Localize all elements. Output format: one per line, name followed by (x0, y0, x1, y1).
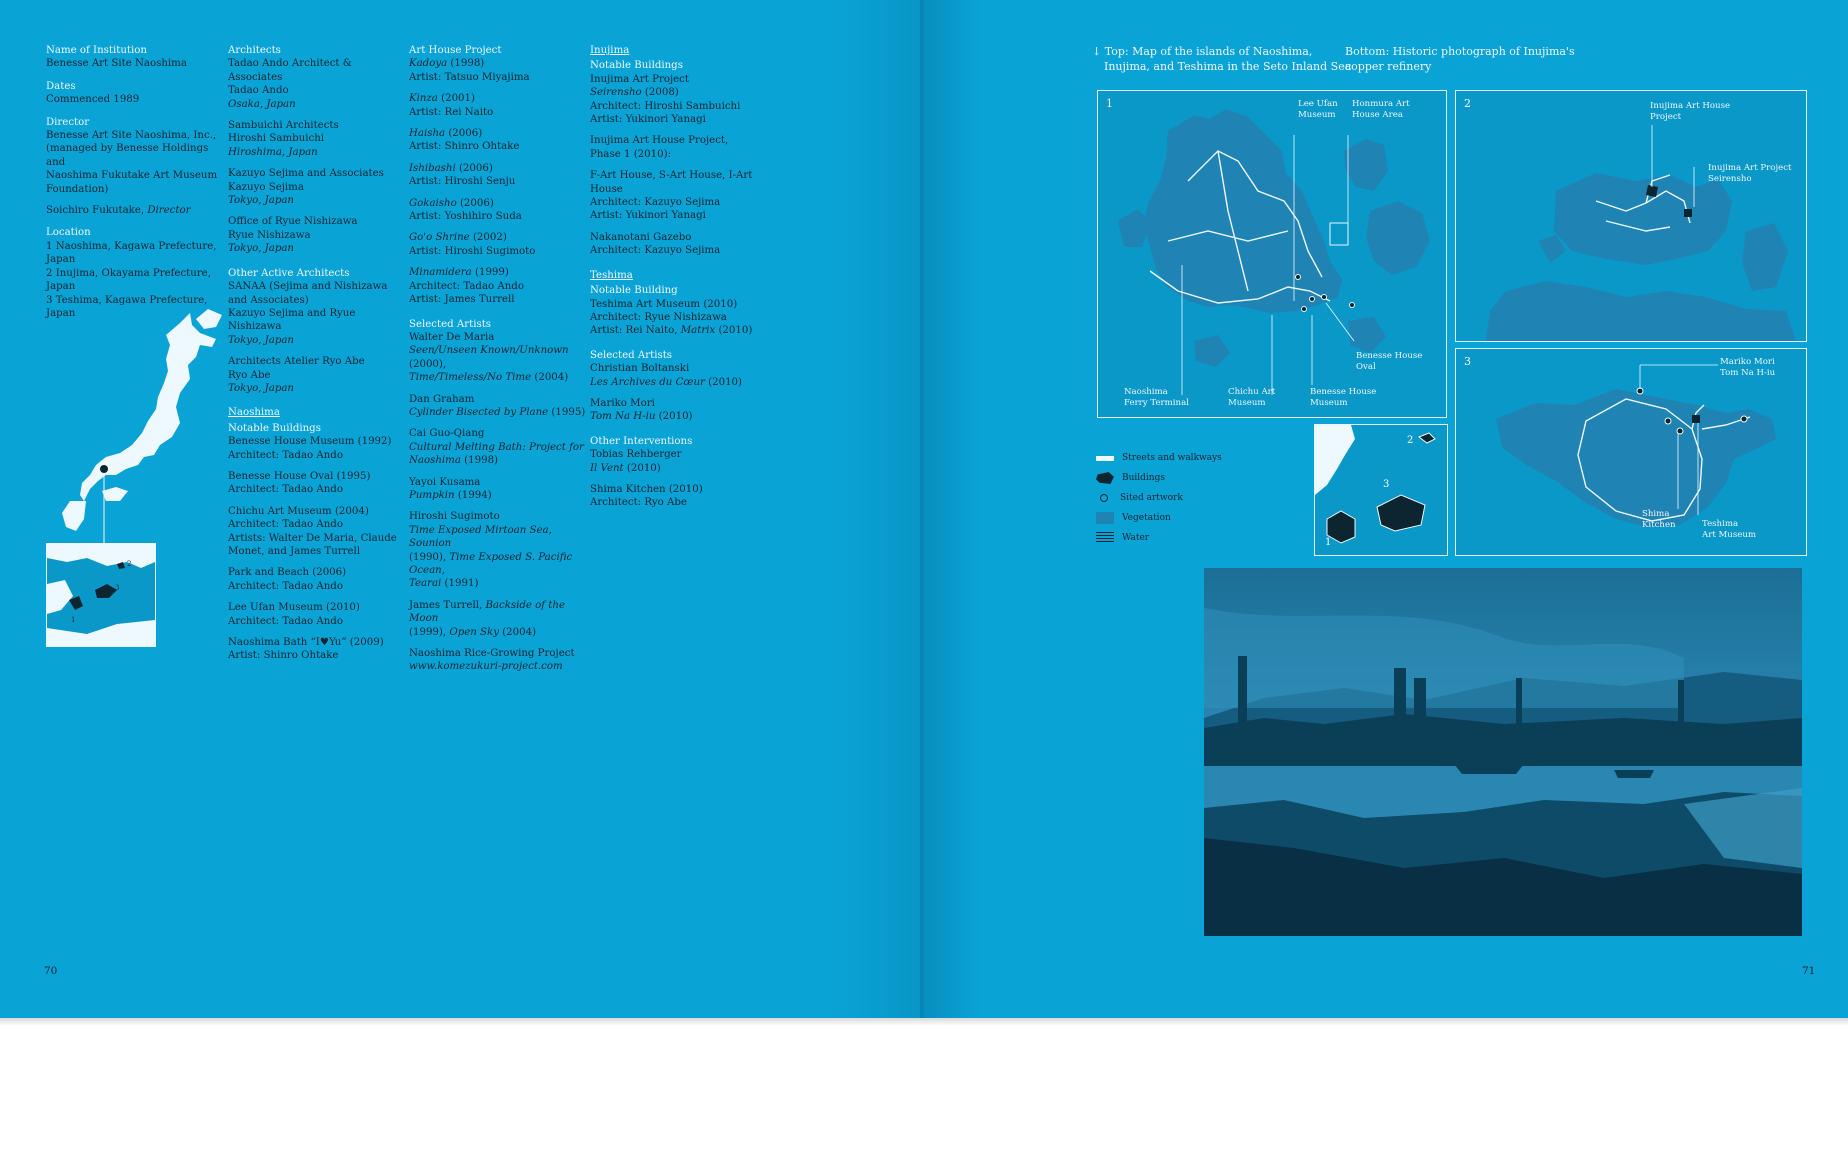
building-artists: Artists: Walter De Maria, Claude (228, 532, 397, 544)
architect-city: Tokyo, Japan (228, 334, 294, 346)
legend-row (1096, 508, 1222, 528)
building-architect: Architect: Tadao Ando (228, 484, 343, 496)
label-honmura (1352, 99, 1410, 120)
building-artist: Artist: Yukinori Yanagi (590, 114, 706, 126)
water-swatch (1096, 532, 1114, 544)
label-benesse-oval (1356, 351, 1422, 372)
building-architect: Architect: Kazuyo Sejima (590, 245, 721, 257)
house-artist: Artist: Shinro Ohtake (409, 141, 520, 153)
dates-value: Commenced 1989 (46, 94, 140, 106)
inset-map (47, 544, 155, 646)
architect-firm: and Associates) (228, 294, 309, 306)
architect-city: Osaka, Japan (228, 98, 296, 110)
map-number: 3 (1464, 355, 1471, 368)
caption-top-line: ↓ Top: Map of the islands of Naoshima, (1092, 45, 1313, 58)
artist-work (409, 577, 587, 590)
house-artist: Artist: Rei Naito (409, 106, 494, 118)
house-title: Kinza (409, 93, 438, 105)
honmura-area-box (1330, 223, 1348, 245)
building: Naoshima Bath “I♥Yu” (2009) (228, 637, 384, 649)
sited-artwork-marker (1665, 418, 1671, 424)
building: Inujima Art House Project, (590, 135, 729, 147)
label-line: Seirensho (1708, 173, 1752, 184)
inujima-island (1554, 173, 1732, 265)
architect-name: Ryo Abe (228, 369, 271, 381)
overview-label-3: 3 (1383, 479, 1390, 490)
label-line: Museum (1228, 397, 1266, 408)
label-line: Inujima Art Project (1708, 163, 1792, 173)
label-teshima-art-museum (1702, 519, 1756, 540)
building-architect: Architect: Tadao Ando (228, 615, 343, 627)
project-name: Naoshima Rice-Growing Project (409, 648, 575, 660)
label-mariko-mori (1720, 357, 1775, 378)
house-title: Gokaisho (409, 197, 457, 209)
artist-work (590, 376, 780, 389)
architect-name: Kazuyo Sejima (228, 181, 304, 193)
label-institution: Name of Institution (46, 45, 147, 56)
architect-city: Tokyo, Japan (228, 243, 294, 255)
house-year: (2006) (445, 128, 483, 140)
islet (1118, 209, 1150, 247)
architect-name: Hiroshi Sambuichi (228, 133, 325, 145)
building: Nakanotani Gazebo (590, 231, 692, 243)
work-title: Tearai (409, 578, 442, 590)
label-line: Mariko Mori (1720, 357, 1775, 367)
label-benesse-museum (1310, 387, 1376, 408)
house-year: (2006) (455, 162, 493, 174)
house-entry (409, 92, 587, 105)
architect-firm: Tadao Ando Architect & Associates (228, 58, 352, 83)
artist-name: Yayoi Kusama (409, 476, 481, 488)
sited-artwork-swatch (1100, 494, 1108, 502)
architect-firm: Office of Ryue Nishizawa (228, 216, 358, 228)
house-entry (409, 197, 587, 210)
work-title: Naoshima (409, 455, 461, 467)
label-shima-kitchen (1642, 509, 1676, 530)
label-lee-ufan (1298, 99, 1338, 120)
map-number: 2 (1464, 97, 1471, 110)
inset-shore (47, 580, 73, 614)
label-line: Oval (1356, 361, 1376, 372)
sited-artwork-marker (1322, 295, 1327, 300)
work-year: (1995) (548, 406, 586, 418)
house-title: Kadoya (409, 58, 448, 70)
vegetation-swatch (1096, 512, 1114, 524)
map-naoshima (1097, 90, 1447, 418)
artist-work (409, 626, 587, 639)
left-page (0, 0, 922, 1018)
house-year: (2006) (456, 197, 494, 209)
building: Teshima Art Museum (2010) (590, 298, 738, 310)
house-title: Ishibashi (409, 162, 456, 174)
director-person: Soichiro Fukutake, (46, 205, 148, 217)
legend-label: Streets and walkways (1122, 453, 1222, 463)
inset-mainland (47, 544, 155, 568)
legend-row (1096, 448, 1222, 468)
artist-name: Cai Guo-Qiang (409, 428, 485, 440)
islet (1366, 201, 1430, 275)
architect-firm: Sambuichi Architects (228, 120, 339, 132)
column-institution (46, 44, 226, 320)
house-artist: Artist: James Turrell (409, 294, 515, 306)
work-title: Tom Na H-iu (590, 411, 656, 423)
japan-honshu (80, 313, 216, 501)
director-role: Director (147, 205, 191, 217)
house-architect: Architect: Tadao Ando (409, 280, 524, 292)
work-year: (2010) (655, 411, 693, 423)
work-title: Cultural Melting Bath: Project for (409, 441, 584, 453)
label-chichu (1228, 387, 1275, 408)
japan-kyushu (62, 501, 86, 531)
sited-artwork-marker (1310, 297, 1315, 302)
house-title: Go'o Shrine (409, 232, 470, 244)
architect-name: Tadao Ando (228, 85, 289, 97)
building-phase: Phase 1 (2010): (590, 148, 672, 160)
map-inujima (1455, 90, 1807, 342)
overview-teshima (1377, 495, 1425, 531)
architect-name: Ryue Nishizawa (228, 229, 311, 241)
director-line: (managed by Benesse Holdings and (46, 143, 209, 168)
building-entry (590, 86, 780, 99)
building-architect: Architect: Tadao Ando (228, 519, 343, 531)
house-year: (2002) (469, 232, 507, 244)
label-line: Inujima Art House (1650, 101, 1731, 111)
inset-shikoku (47, 620, 155, 646)
caption-bottom-line: copper refinery (1345, 60, 1432, 73)
work-title: Seen/Unseen Known/Unknown (409, 345, 569, 357)
architect-firm: SANAA (Sejima and Nishizawa (228, 281, 388, 293)
artist-entry (409, 599, 587, 626)
building-architect: Architect: Kazuyo Sejima (590, 197, 721, 209)
page-shadow (0, 1018, 1848, 1026)
inset-label-1: 1 (71, 616, 76, 624)
artist-name: Artist: Rei Naito, (590, 325, 681, 337)
label-line: Benesse House (1356, 351, 1423, 361)
artist-name: Tobias Rehberger (590, 449, 682, 461)
label-other-architects: Other Active Architects (228, 267, 350, 279)
artist-work (409, 371, 587, 384)
label-line: Benesse House (1310, 387, 1377, 397)
label-art-house-project: Art House Project (409, 45, 502, 56)
house-artist: Artist: Tatsuo Miyajima (409, 71, 530, 83)
artist-name: James Turrell, (409, 599, 486, 611)
overview-map-svg (1315, 425, 1447, 555)
heading-naoshima: Naoshima (228, 407, 280, 419)
architect-name: Kazuyo Sejima and Ryue Nishizawa (228, 307, 356, 333)
building: Benesse House Museum (1992) (228, 436, 392, 448)
teshima-building (1692, 415, 1700, 423)
sited-artwork-marker (1741, 416, 1747, 422)
house-entry (409, 266, 587, 279)
house-artist: Artist: Hiroshi Senju (409, 176, 516, 188)
work-title: Open Sky (449, 626, 499, 638)
building: Park and Beach (2006) (228, 567, 347, 579)
column-architects (228, 44, 406, 663)
work-title: Matrix (680, 325, 716, 337)
islet (1742, 223, 1788, 291)
work-year: (1990), (409, 551, 450, 563)
house-year: (2001) (437, 93, 475, 105)
label-selected-artists: Selected Artists (409, 318, 492, 330)
building: Inujima Art Project (590, 73, 689, 85)
label-line: Tom Na H-iu (1720, 367, 1776, 378)
work-year: (1994) (454, 489, 492, 501)
work-title: Backside of the Moon (409, 599, 565, 625)
work-title: Time Exposed Mirtoan Sea, Sounion (409, 524, 552, 550)
work-year: (2000), (409, 358, 447, 370)
house-year: (1998) (447, 58, 485, 70)
artist-name: Mariko Mori (590, 397, 655, 409)
work-title: Time/Timeless/No Time (409, 372, 532, 384)
project-url[interactable]: www.komezukuri-project.com (409, 661, 563, 673)
page-number-right: 71 (1802, 965, 1816, 977)
house-title: Haisha (409, 128, 446, 140)
building-year: (2008) (641, 87, 679, 99)
building: Shima Kitchen (2010) (590, 483, 703, 495)
islet (1348, 317, 1386, 353)
label-line: Honmura Art (1352, 99, 1410, 109)
artist-work (409, 551, 587, 578)
house-entry (409, 231, 587, 244)
label-line: Naoshima (1124, 387, 1168, 397)
inset-label-3: 3 (115, 584, 120, 592)
artist-work (409, 344, 587, 371)
house-artist: Artist: Hiroshi Sugimoto (409, 245, 536, 257)
architect-city: Tokyo, Japan (228, 195, 294, 207)
label-notable-building: Notable Building (590, 285, 678, 297)
inset-label-2: 2 (127, 560, 132, 568)
label-line: Teshima (1702, 519, 1739, 529)
heading-inujima: Inujima (590, 45, 630, 56)
artist-name: Walter De Maria (409, 331, 495, 343)
legend-label: Vegetation (1122, 513, 1171, 523)
map-number: 1 (1106, 97, 1113, 110)
label-line: Museum (1310, 397, 1348, 408)
work-year: (2010) (623, 462, 661, 474)
work-year: (2004) (531, 372, 569, 384)
work-year: (2010) (704, 376, 743, 388)
streets-swatch (1096, 456, 1114, 461)
label-line: Museum (1298, 109, 1336, 120)
sited-artwork-marker (1302, 307, 1307, 312)
inujima-map-svg (1456, 91, 1806, 341)
islet (1194, 335, 1230, 367)
label-line: House Area (1352, 109, 1403, 120)
building: Lee Ufan Museum (2010) (228, 602, 360, 614)
house-entry (409, 162, 587, 175)
naoshima-marker (100, 465, 108, 473)
label-line: Ferry Terminal (1124, 397, 1189, 408)
inset-teshima (95, 584, 120, 598)
building-architect: Architect: Ryo Abe (590, 497, 687, 509)
building: F-Art House, S-Art House, I-Art House (590, 170, 753, 195)
work-title: Il Vent (590, 462, 624, 474)
label-architects: Architects (228, 45, 281, 56)
caption-top-line: Inujima, and Teshima in the Seto Inland Sea (1104, 60, 1352, 73)
house-entry (409, 127, 587, 140)
institution-name: Benesse Art Site Naoshima (46, 58, 187, 70)
overview-inujima (1419, 433, 1435, 443)
architect-city: Hiroshima, Japan (228, 146, 318, 158)
sited-artwork-marker (1296, 275, 1301, 280)
work-year: (2010) (715, 325, 753, 337)
work-year: (1998) (460, 455, 499, 467)
artist-work (409, 489, 587, 502)
map-legend (1096, 448, 1222, 548)
work-year: (2004) (498, 626, 537, 638)
label-line: Art Museum (1702, 529, 1757, 540)
buildings-swatch (1096, 472, 1114, 484)
director-line: Foundation) (46, 183, 109, 195)
architect-firm: Architects Atelier Ryo Abe (228, 356, 365, 368)
japan-hokkaido (196, 309, 222, 329)
building: Chichu Art Museum (2004) (228, 505, 369, 517)
naoshima-island (1144, 109, 1342, 313)
legend-row (1096, 488, 1222, 508)
caption-bottom (1345, 44, 1575, 74)
japan-shikoku (102, 487, 128, 501)
artist-work (409, 454, 587, 467)
overview-mainland (1315, 425, 1355, 495)
location-line: 1 Naoshima, Kagawa Prefecture, Japan (46, 240, 217, 266)
caption-bottom-line: Bottom: Historic photograph of Inujima's (1345, 45, 1575, 58)
overview-label-2: 2 (1407, 435, 1414, 446)
locator-inset (46, 543, 156, 647)
director-line: Benesse Art Site Naoshima, Inc., (46, 130, 217, 142)
artist-name: Dan Graham (409, 393, 475, 405)
artist-work (590, 410, 780, 423)
legend-label: Sited artwork (1120, 493, 1183, 503)
label-seirensho (1708, 163, 1791, 184)
label-line: Kitchen (1642, 519, 1676, 530)
teshima-island (1496, 389, 1776, 527)
label-director: Director (46, 116, 90, 128)
building-artist: Artist: Shinro Ohtake (228, 650, 339, 662)
building-architect: Architect: Tadao Ando (228, 580, 343, 592)
work-year: (1999), (409, 626, 450, 638)
mainland-shore (1486, 281, 1796, 341)
building-title: Seirensho (590, 87, 642, 99)
label-notable-buildings: Notable Buildings (590, 60, 683, 72)
overview-label-1: 1 (1325, 537, 1332, 548)
director-line: Naoshima Fukutake Art Museum (46, 170, 218, 182)
building-artist: Artist: Yukinori Yanagi (590, 210, 706, 222)
work-title: Les Archives du Cœur (590, 376, 705, 388)
building: Benesse House Oval (1995) (228, 470, 371, 482)
label-location: Location (46, 227, 91, 239)
legend-label: Buildings (1122, 473, 1165, 483)
column-art-house-project (409, 44, 587, 674)
artist-work (590, 462, 780, 475)
house-year: (1999) (471, 267, 509, 279)
caption-top (1092, 44, 1351, 74)
location-line: 3 Teshima, Kagawa Prefecture, Japan (46, 294, 208, 319)
house-artist: Artist: Yoshihiro Suda (409, 211, 522, 223)
work-title: Time Exposed S. Pacific Ocean, (409, 551, 573, 576)
label-line: Chichu Art (1228, 387, 1276, 397)
building-architect: Architect: Hiroshi Sambuichi (590, 100, 741, 112)
work-year: (1991) (441, 578, 479, 590)
label-inujima-art-house (1650, 101, 1730, 122)
heading-teshima: Teshima (590, 269, 633, 281)
architect-city: Tokyo, Japan (228, 382, 294, 394)
label-ferry-terminal (1124, 387, 1189, 408)
work-title: Cylinder Bisected by Plane (409, 406, 549, 418)
building-artist (590, 324, 780, 337)
work-title: Pumpkin (409, 489, 455, 501)
column-inujima-teshima (590, 44, 780, 510)
legend-row (1096, 468, 1222, 488)
photo-svg (1204, 568, 1802, 936)
location-line: 2 Inujima, Okayama Prefecture, Japan (46, 267, 211, 293)
label-notable-buildings: Notable Buildings (228, 422, 321, 434)
sited-artwork-marker (1350, 303, 1355, 308)
label-other-interventions: Other Interventions (590, 435, 693, 447)
label-selected-artists: Selected Artists (590, 349, 673, 361)
label-dates: Dates (46, 80, 76, 92)
building-architect: Architect: Tadao Ando (228, 449, 343, 461)
islet (1344, 139, 1388, 191)
artist-name: Christian Boltanski (590, 363, 690, 375)
artist-work (409, 406, 587, 419)
label-line: Lee Ufan (1298, 99, 1338, 109)
map-overview (1314, 424, 1448, 556)
map-teshima (1455, 348, 1807, 556)
label-line: Project (1650, 111, 1682, 122)
page-number-left: 70 (44, 965, 58, 977)
building-architect: Architect: Ryue Nishizawa (590, 311, 727, 323)
label-line: Shima (1642, 509, 1670, 519)
right-page (924, 0, 1848, 1018)
legend-row (1096, 528, 1222, 548)
copper-refinery-photo (1204, 568, 1802, 936)
architect-firm: Kazuyo Sejima and Associates (228, 168, 384, 180)
house-entry (409, 57, 587, 70)
director-name (46, 204, 226, 217)
legend-label: Water (1122, 533, 1150, 543)
artist-name: Hiroshi Sugimoto (409, 511, 500, 523)
building-artists: Monet, and James Turrell (228, 546, 361, 557)
house-title: Minamidera (409, 267, 472, 279)
